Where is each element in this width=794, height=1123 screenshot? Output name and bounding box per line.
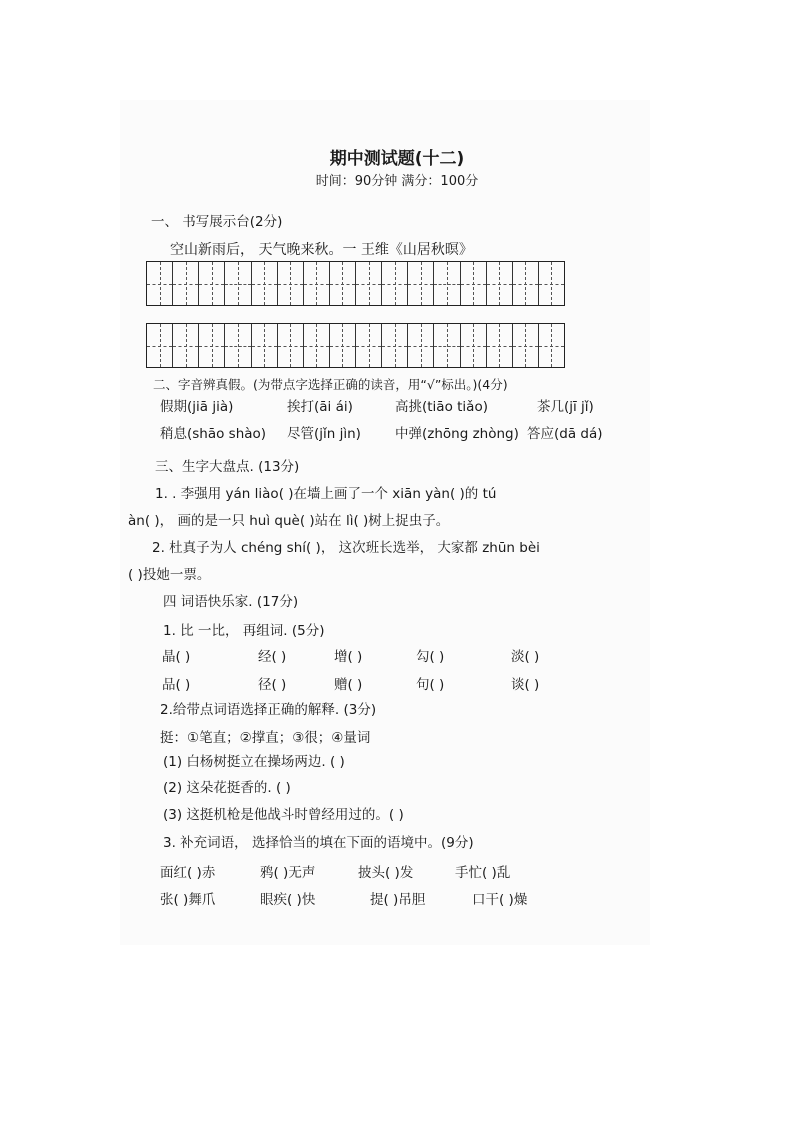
compare-word: 勾( ) [416, 649, 445, 665]
idiom-item: 口干( )燥 [472, 892, 528, 908]
idiom-item: 眼疾( )快 [260, 892, 316, 908]
idiom-item: 手忙( )乱 [455, 865, 511, 881]
compare-word: 赠( ) [334, 677, 363, 693]
idiom-item: 鸦( )无声 [260, 865, 316, 881]
pinyin-item: 中弹(zhōng zhòng) [395, 426, 519, 442]
q2-item: (2) 这朵花挺香的. ( ) [163, 780, 291, 796]
section2-heading: 二、字音辨真假。(为带点字选择正确的读音，用“√”标出。)(4分) [153, 377, 508, 392]
q3-heading: 3. 补充词语， 选择恰当的填在下面的语境中。(9分) [163, 835, 474, 851]
pinyin-item: 高挑(tiāo tiǎo) [395, 399, 488, 415]
section3-q2-line1: 2. 杜真子为人 chéng shí( )， 这次班长选举， 大家都 zhūn bèi [152, 540, 540, 556]
compare-word: 径( ) [258, 677, 287, 693]
pinyin-item: 假期(jiā jià) [160, 399, 234, 415]
compare-word: 经( ) [258, 649, 287, 665]
section1-heading: 一、 书写展示台(2分) [151, 214, 283, 230]
compare-word: 淡( ) [511, 649, 540, 665]
section3-q1-line2: àn( )， 画的是一只 huì què( )站在 lì( )树上捉虫子。 [128, 513, 450, 529]
compare-word: 晶( ) [162, 649, 191, 665]
q2-item: (3) 这挺机枪是他战斗时曾经用过的。( ) [163, 807, 404, 823]
compare-word: 增( ) [334, 649, 363, 665]
pinyin-item: 挨打(āi ái) [287, 399, 353, 415]
page-title: 期中测试题(十二) [329, 149, 465, 169]
q1-heading: 1. 比 一比， 再组词. (5分) [163, 623, 325, 639]
section3-q2-line2: ( )投她一票。 [128, 567, 211, 583]
idiom-item: 提( )吊胆 [370, 892, 426, 908]
pinyin-item: 尽管(jǐn jìn) [287, 426, 361, 442]
section3-heading: 三、生字大盘点. (13分) [155, 459, 300, 475]
q2-item: (1) 白杨树挺立在操场两边. ( ) [163, 754, 345, 770]
idiom-item: 面红( )赤 [160, 865, 216, 881]
idiom-item: 披头( )发 [358, 865, 414, 881]
compare-word: 谈( ) [511, 677, 540, 693]
compare-word: 句( ) [416, 677, 445, 693]
idiom-item: 张( )舞爪 [160, 892, 216, 908]
writing-grid-2 [146, 323, 565, 368]
section3-q1-line1: 1. . 李强用 yán liào( )在墙上画了一个 xiān yàn( )的 tú [155, 486, 497, 502]
section4-heading: 四 词语快乐家. (17分) [163, 594, 299, 610]
pinyin-item: 茶几(jī jǐ) [537, 399, 594, 415]
q2-options: 挺：①笔直；②撑直；③很；④量词 [160, 730, 371, 746]
pinyin-item: 答应(dā dá) [527, 426, 603, 442]
pinyin-item: 稍息(shāo shào) [160, 426, 267, 442]
poem-line: 空山新雨后， 天气晚来秋。一 王维《山居秋暝》 [170, 242, 473, 258]
writing-grid-1 [146, 261, 565, 306]
exam-info: 时间：90分钟 满分：100分 [315, 174, 479, 189]
compare-word: 品( ) [162, 677, 191, 693]
q2-heading: 2.给带点词语选择正确的解释. (3分) [160, 702, 377, 718]
